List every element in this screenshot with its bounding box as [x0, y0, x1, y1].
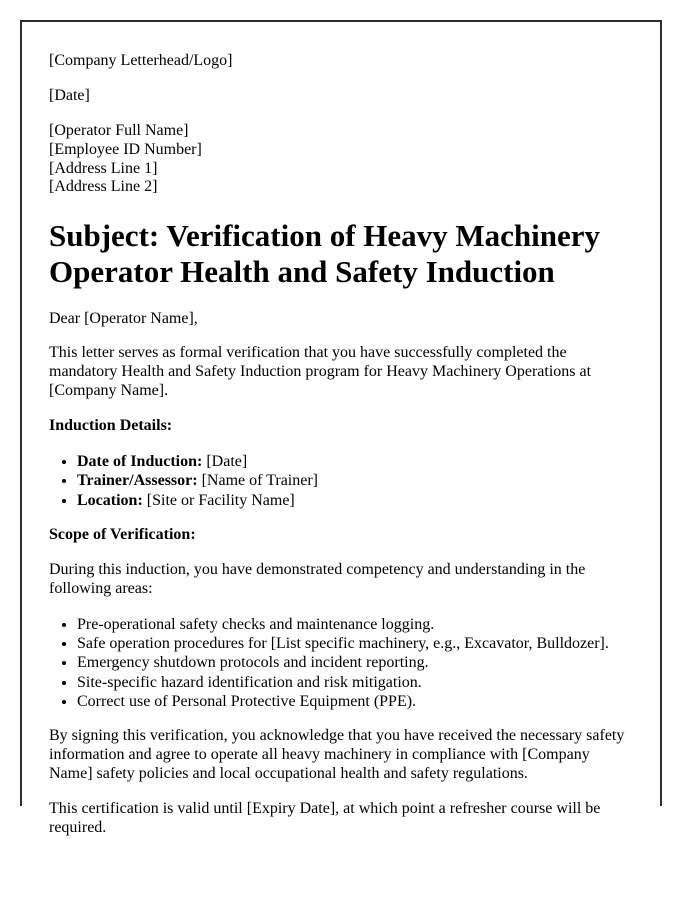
- letter-page: [20, 20, 662, 836]
- date-line: [Date]: [49, 86, 90, 104]
- intro-paragraph: This letter serves as formal verification that you have successfully completed the mandatory Health and Safety Induction program for Heavy Machinery Operations at [Company Name].: [49, 344, 592, 400]
- scope-list: [49, 615, 635, 712]
- induction-details-heading: Induction Details:: [49, 417, 173, 435]
- scope-item: • Pre-operational safety checks and maintenance logging.: [77, 615, 635, 634]
- scope-heading: Scope of Verification:: [49, 525, 196, 543]
- induction-details-list: [49, 452, 635, 510]
- induction-detail-item: [77, 491, 635, 510]
- recipient-id-line: [Employee ID Number]: [49, 140, 202, 158]
- scope-item: • Emergency shutdown protocols and incident reporting.: [77, 653, 635, 672]
- validity-paragraph: This certification is valid until [Expiry Date], at which point a refresher course will be required.: [49, 800, 601, 836]
- recipient-address1-line: [Address Line 1]: [49, 159, 158, 177]
- acknowledgement-paragraph: By signing this verification, you acknowledge that you have received the necessary safety information and agree to operate all heavy machinery in compliance with [Company Name] safety policies and local occupational health and safety regulations.: [49, 727, 625, 783]
- scope-intro-paragraph: During this induction, you have demonstrated competency and understanding in the following areas:: [49, 560, 586, 597]
- salutation: Dear [Operator Name],: [49, 309, 198, 327]
- detail-label: Location:: [77, 491, 143, 509]
- detail-value: [Name of Trainer]: [201, 472, 318, 490]
- subject-heading: Subject: Verification of Heavy Machinery Operator Health and Safety Induction: [49, 218, 601, 289]
- scope-item: • Correct use of Personal Protective Equipment (PPE).: [77, 692, 635, 711]
- induction-detail-item: [77, 452, 635, 471]
- detail-label: Date of Induction:: [77, 452, 203, 470]
- detail-label: Trainer/Assessor:: [77, 472, 198, 490]
- recipient-block: [49, 122, 635, 198]
- detail-value: [Date]: [206, 452, 248, 470]
- recipient-name-line: [Operator Full Name]: [49, 121, 189, 139]
- detail-value: [Site or Facility Name]: [146, 491, 295, 509]
- scope-item: • Site-specific hazard identification and risk mitigation.: [77, 673, 635, 692]
- recipient-address2-line: [Address Line 2]: [49, 178, 158, 196]
- scope-item: • Safe operation procedures for [List specific machinery, e.g., Excavator, Bulldozer].: [77, 634, 635, 653]
- letterhead-placeholder: [Company Letterhead/Logo]: [49, 52, 233, 69]
- induction-detail-item: [77, 471, 635, 490]
